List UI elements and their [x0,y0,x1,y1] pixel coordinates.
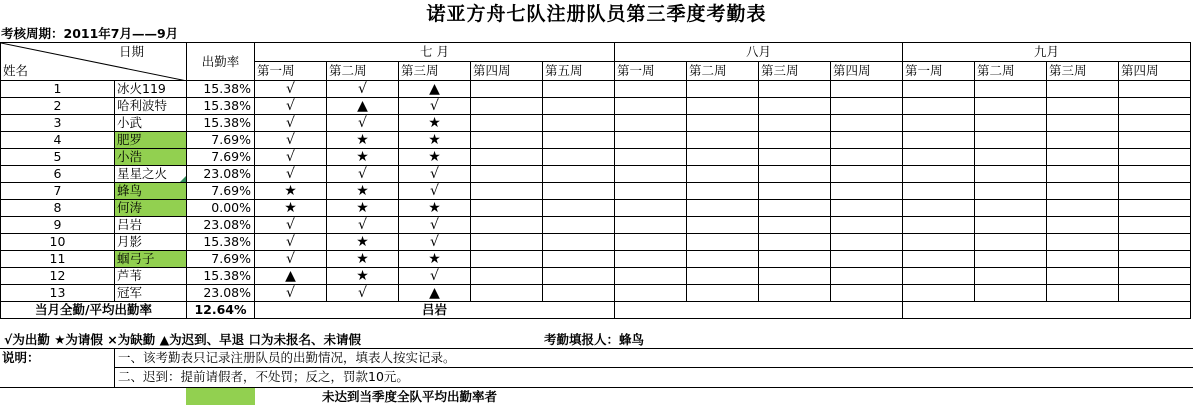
name-header: 姓名 [3,63,29,78]
date-header: 日期 [119,44,145,59]
empty-cell[interactable] [759,132,831,149]
member-name[interactable]: 肥罗 [115,132,187,149]
empty-cell[interactable] [543,166,615,183]
row-number[interactable]: 6 [1,166,115,183]
empty-cell[interactable] [903,98,975,115]
empty-cell[interactable] [759,234,831,251]
week-header: 第二周 [687,62,759,81]
week-header: 第二周 [327,62,399,81]
member-name[interactable]: 何涛 [115,200,187,217]
member-name[interactable]: 冰火119 [115,81,187,98]
empty-cell[interactable] [543,234,615,251]
empty-cell[interactable] [1119,115,1191,132]
note-line-1: 一、该考勤表只记录注册队员的出勤情况，填表人按实记录。 [118,350,456,365]
empty-cell[interactable] [831,251,903,268]
table-row [1,98,1191,115]
empty-cell[interactable] [543,81,615,98]
row-number[interactable]: 4 [1,132,115,149]
corner-diagonal [1,43,187,81]
assessment-period: 考核周期：2011年7月——9月 [1,26,179,41]
row-number[interactable]: 8 [1,200,115,217]
empty-cell[interactable] [1119,234,1191,251]
mark-w2[interactable]: ★ [327,268,399,285]
empty-cell[interactable] [903,200,975,217]
empty-cell[interactable] [831,183,903,200]
mark-w1[interactable]: ★ [255,183,327,200]
member-name[interactable]: 星星之火 [115,166,187,183]
table-row [1,285,1191,302]
row-number[interactable]: 12 [1,268,115,285]
attendance-rate[interactable]: 23.08% [187,166,255,183]
week-header: 第四周 [1119,62,1191,81]
empty-cell[interactable] [831,81,903,98]
mark-w2[interactable]: √ [327,166,399,183]
empty-cell[interactable] [1119,166,1191,183]
empty-cell[interactable] [1119,183,1191,200]
month-sep-header: 九月 [903,43,1191,62]
empty-cell[interactable] [831,132,903,149]
mark-w2[interactable]: ★ [327,183,399,200]
mark-w1[interactable]: √ [255,132,327,149]
member-name[interactable]: 月影 [115,234,187,251]
member-name[interactable]: 小浩 [115,149,187,166]
empty-cell[interactable] [471,115,543,132]
attendance-table [0,42,1191,319]
attendance-rate[interactable]: 15.38% [187,81,255,98]
mark-w3[interactable]: √ [399,183,471,200]
table-row [1,81,1191,98]
empty-cell[interactable] [1047,268,1119,285]
average-rate[interactable]: 12.64% [187,302,255,319]
mark-w2[interactable]: ★ [327,132,399,149]
empty-cell[interactable] [543,149,615,166]
mark-w2[interactable]: √ [327,217,399,234]
empty-cell[interactable] [831,98,903,115]
row-number[interactable]: 3 [1,115,115,132]
empty-cell[interactable] [759,149,831,166]
mark-w3[interactable]: ★ [399,251,471,268]
empty-cell[interactable] [471,132,543,149]
empty-cell[interactable] [615,234,687,251]
empty-cell[interactable] [1047,98,1119,115]
empty-cell[interactable] [543,251,615,268]
empty-cell[interactable] [975,132,1047,149]
divider [0,387,1193,388]
empty-cell[interactable] [831,268,903,285]
row-number[interactable]: 2 [1,98,115,115]
mark-w2[interactable]: ★ [327,251,399,268]
empty-cell[interactable] [1047,115,1119,132]
empty-cell[interactable] [1119,217,1191,234]
empty-cell[interactable] [831,166,903,183]
mark-w2[interactable]: √ [327,115,399,132]
empty-cell[interactable] [687,166,759,183]
week-header: 第五周 [543,62,615,81]
empty-cell[interactable] [903,149,975,166]
table-row [1,234,1191,251]
mark-w3[interactable]: √ [399,98,471,115]
empty-cell[interactable] [471,98,543,115]
table-row [1,200,1191,217]
empty-cell[interactable] [831,234,903,251]
attendance-rate[interactable]: 15.38% [187,234,255,251]
empty-cell[interactable] [1047,217,1119,234]
empty-cell[interactable] [543,132,615,149]
mark-w2[interactable]: ▲ [327,98,399,115]
empty-cell[interactable] [687,149,759,166]
mark-w1[interactable]: √ [255,98,327,115]
empty-cell[interactable] [1119,285,1191,302]
empty-cell[interactable] [975,115,1047,132]
divider [114,349,115,387]
empty-cell[interactable] [903,268,975,285]
empty-cell[interactable] [615,81,687,98]
legend-text: √为出勤 ★为请假 ×为缺勤 ▲为迟到、早退 口为未报名、未请假 [4,332,362,347]
empty-cell[interactable] [759,268,831,285]
attendance-rate[interactable]: 7.69% [187,149,255,166]
empty-cell[interactable] [471,268,543,285]
header-corner [1,43,187,81]
empty-cell[interactable] [615,183,687,200]
empty-cell[interactable] [471,285,543,302]
row-number[interactable]: 1 [1,81,115,98]
empty-cell[interactable] [903,115,975,132]
member-name[interactable]: 蜂鸟 [115,183,187,200]
empty-cell[interactable] [831,285,903,302]
empty-cell[interactable] [543,200,615,217]
empty-cell[interactable] [831,200,903,217]
attendance-rate[interactable]: 15.38% [187,268,255,285]
empty-cell[interactable] [975,149,1047,166]
mark-w1[interactable]: √ [255,166,327,183]
mark-w1[interactable]: √ [255,234,327,251]
empty-cell[interactable] [1119,268,1191,285]
member-name[interactable]: 芦苇 [115,268,187,285]
empty-cell[interactable] [759,166,831,183]
empty-cell[interactable] [1047,132,1119,149]
empty-cell[interactable] [831,149,903,166]
empty-cell[interactable] [543,183,615,200]
mark-w1[interactable]: √ [255,149,327,166]
full-attendance-name[interactable]: 吕岩 [255,302,615,319]
mark-w3[interactable]: ★ [399,149,471,166]
empty-cell[interactable] [471,149,543,166]
week-header: 第三周 [759,62,831,81]
empty-cell[interactable] [687,251,759,268]
empty-cell[interactable] [687,234,759,251]
empty-cell[interactable] [615,200,687,217]
empty-cell[interactable] [975,217,1047,234]
mark-w1[interactable]: √ [255,285,327,302]
week-header: 第一周 [903,62,975,81]
empty-cell[interactable] [471,166,543,183]
empty-cell[interactable] [687,132,759,149]
empty-cell[interactable] [1119,149,1191,166]
week-header: 第一周 [615,62,687,81]
empty-cell[interactable] [975,166,1047,183]
attendance-rate[interactable]: 7.69% [187,183,255,200]
attendance-rate[interactable]: 15.38% [187,98,255,115]
mark-w2[interactable]: ★ [327,149,399,166]
empty-cell[interactable] [471,200,543,217]
month-aug-header: 八月 [615,43,903,62]
table-row [1,166,1191,183]
member-name[interactable]: 冠军 [115,285,187,302]
empty-cell[interactable] [615,217,687,234]
empty-cell[interactable] [975,183,1047,200]
empty-cell[interactable] [831,217,903,234]
mark-w2[interactable]: √ [327,81,399,98]
empty-cell[interactable] [687,98,759,115]
table-row [1,217,1191,234]
mark-w1[interactable]: ★ [255,200,327,217]
member-name[interactable]: 小武 [115,115,187,132]
month-july-header: 七 月 [255,43,615,62]
row-number[interactable]: 10 [1,234,115,251]
empty-cell[interactable] [759,183,831,200]
empty-cell[interactable] [471,217,543,234]
empty-cell[interactable] [615,166,687,183]
note-line-2: 二、迟到：提前请假者，不处罚；反之，罚款10元。 [118,369,409,384]
empty-cell[interactable] [1119,81,1191,98]
empty-cell[interactable] [687,81,759,98]
mark-w3[interactable]: ▲ [399,285,471,302]
empty-cell[interactable] [543,98,615,115]
row-number[interactable]: 9 [1,217,115,234]
table-row [1,251,1191,268]
empty-cell[interactable] [615,268,687,285]
empty-cell[interactable] [1047,234,1119,251]
week-header: 第三周 [1047,62,1119,81]
attendance-rate[interactable]: 23.08% [187,217,255,234]
filler-label: 考勤填报人：蜂鸟 [544,332,645,347]
mark-w1[interactable]: √ [255,81,327,98]
empty-cell[interactable] [975,251,1047,268]
empty-cell[interactable] [1119,251,1191,268]
empty-cell[interactable] [759,98,831,115]
empty-cell[interactable] [903,217,975,234]
empty-cell[interactable] [1047,251,1119,268]
empty-cell[interactable] [1047,149,1119,166]
mark-w1[interactable]: √ [255,115,327,132]
attendance-rate[interactable]: 0.00% [187,200,255,217]
mark-w3[interactable]: √ [399,217,471,234]
mark-w1[interactable]: ▲ [255,268,327,285]
empty-cell[interactable] [759,81,831,98]
empty-cell[interactable] [903,132,975,149]
mark-w3[interactable]: ★ [399,115,471,132]
empty-cell[interactable] [831,115,903,132]
empty-cell[interactable] [975,200,1047,217]
table-row [1,183,1191,200]
table-row [1,115,1191,132]
mark-w2[interactable]: √ [327,285,399,302]
empty-cell[interactable] [615,98,687,115]
empty-cell[interactable] [903,183,975,200]
empty-cell[interactable] [759,115,831,132]
member-name[interactable]: 蝈弓子 [115,251,187,268]
week-header: 第二周 [975,62,1047,81]
table-row [1,268,1191,285]
attendance-rate[interactable]: 7.69% [187,132,255,149]
empty-cell[interactable] [1047,81,1119,98]
empty-cell[interactable] [903,81,975,98]
empty-cell[interactable] [615,285,687,302]
empty-cell[interactable] [615,302,903,319]
table-row [1,132,1191,149]
row-number[interactable]: 7 [1,183,115,200]
empty-cell[interactable] [903,166,975,183]
notes-label: 说明： [2,350,40,365]
mark-w3[interactable]: ▲ [399,81,471,98]
empty-cell[interactable] [975,81,1047,98]
member-name[interactable]: 吕岩 [115,217,187,234]
mark-w1[interactable]: √ [255,217,327,234]
table-row [1,149,1191,166]
empty-cell[interactable] [615,115,687,132]
attendance-rate[interactable]: 15.38% [187,115,255,132]
empty-cell[interactable] [615,251,687,268]
mark-w3[interactable]: √ [399,234,471,251]
empty-cell[interactable] [471,234,543,251]
empty-cell[interactable] [471,183,543,200]
empty-cell[interactable] [759,217,831,234]
mark-w1[interactable]: √ [255,251,327,268]
row-number[interactable]: 5 [1,149,115,166]
empty-cell[interactable] [903,251,975,268]
mark-w3[interactable]: ★ [399,200,471,217]
row-number[interactable]: 11 [1,251,115,268]
mark-w3[interactable]: √ [399,268,471,285]
summary-label: 当月全勤/平均出勤率 [1,302,187,319]
mark-w2[interactable]: ★ [327,234,399,251]
week-header: 第四周 [831,62,903,81]
green-legend-text: 未达到当季度全队平均出勤率者 [322,389,498,404]
empty-cell[interactable] [543,115,615,132]
week-header: 第四周 [471,62,543,81]
empty-cell[interactable] [615,149,687,166]
empty-cell[interactable] [471,81,543,98]
empty-cell[interactable] [543,268,615,285]
empty-cell[interactable] [687,217,759,234]
member-name[interactable]: 哈利波特 [115,98,187,115]
sheet-title: 诺亚方舟七队注册队员第三季度考勤表 [426,3,767,25]
empty-cell[interactable] [1119,98,1191,115]
empty-cell[interactable] [975,285,1047,302]
week-header: 第一周 [255,62,327,81]
empty-cell[interactable] [903,302,1191,319]
empty-cell[interactable] [543,285,615,302]
empty-cell[interactable] [1047,200,1119,217]
attendance-rate[interactable]: 23.08% [187,285,255,302]
empty-cell[interactable] [1119,200,1191,217]
empty-cell[interactable] [1047,183,1119,200]
empty-cell[interactable] [975,98,1047,115]
empty-cell[interactable] [759,251,831,268]
row-number[interactable]: 13 [1,285,115,302]
summary-row [1,302,1191,319]
empty-cell[interactable] [759,200,831,217]
mark-w3[interactable]: √ [399,166,471,183]
week-header: 第三周 [399,62,471,81]
empty-cell[interactable] [1119,132,1191,149]
rate-header: 出勤率 [187,43,255,81]
empty-cell[interactable] [975,234,1047,251]
empty-cell[interactable] [687,268,759,285]
empty-cell[interactable] [1047,166,1119,183]
empty-cell[interactable] [687,115,759,132]
green-legend-swatch [186,388,255,405]
mark-w2[interactable]: ★ [327,200,399,217]
empty-cell[interactable] [543,217,615,234]
attendance-rate[interactable]: 7.69% [187,251,255,268]
empty-cell[interactable] [471,251,543,268]
mark-w3[interactable]: ★ [399,132,471,149]
empty-cell[interactable] [975,268,1047,285]
empty-cell[interactable] [759,285,831,302]
empty-cell[interactable] [1047,285,1119,302]
empty-cell[interactable] [615,132,687,149]
empty-cell[interactable] [687,200,759,217]
empty-cell[interactable] [687,183,759,200]
empty-cell[interactable] [903,285,975,302]
empty-cell[interactable] [903,234,975,251]
empty-cell[interactable] [687,285,759,302]
